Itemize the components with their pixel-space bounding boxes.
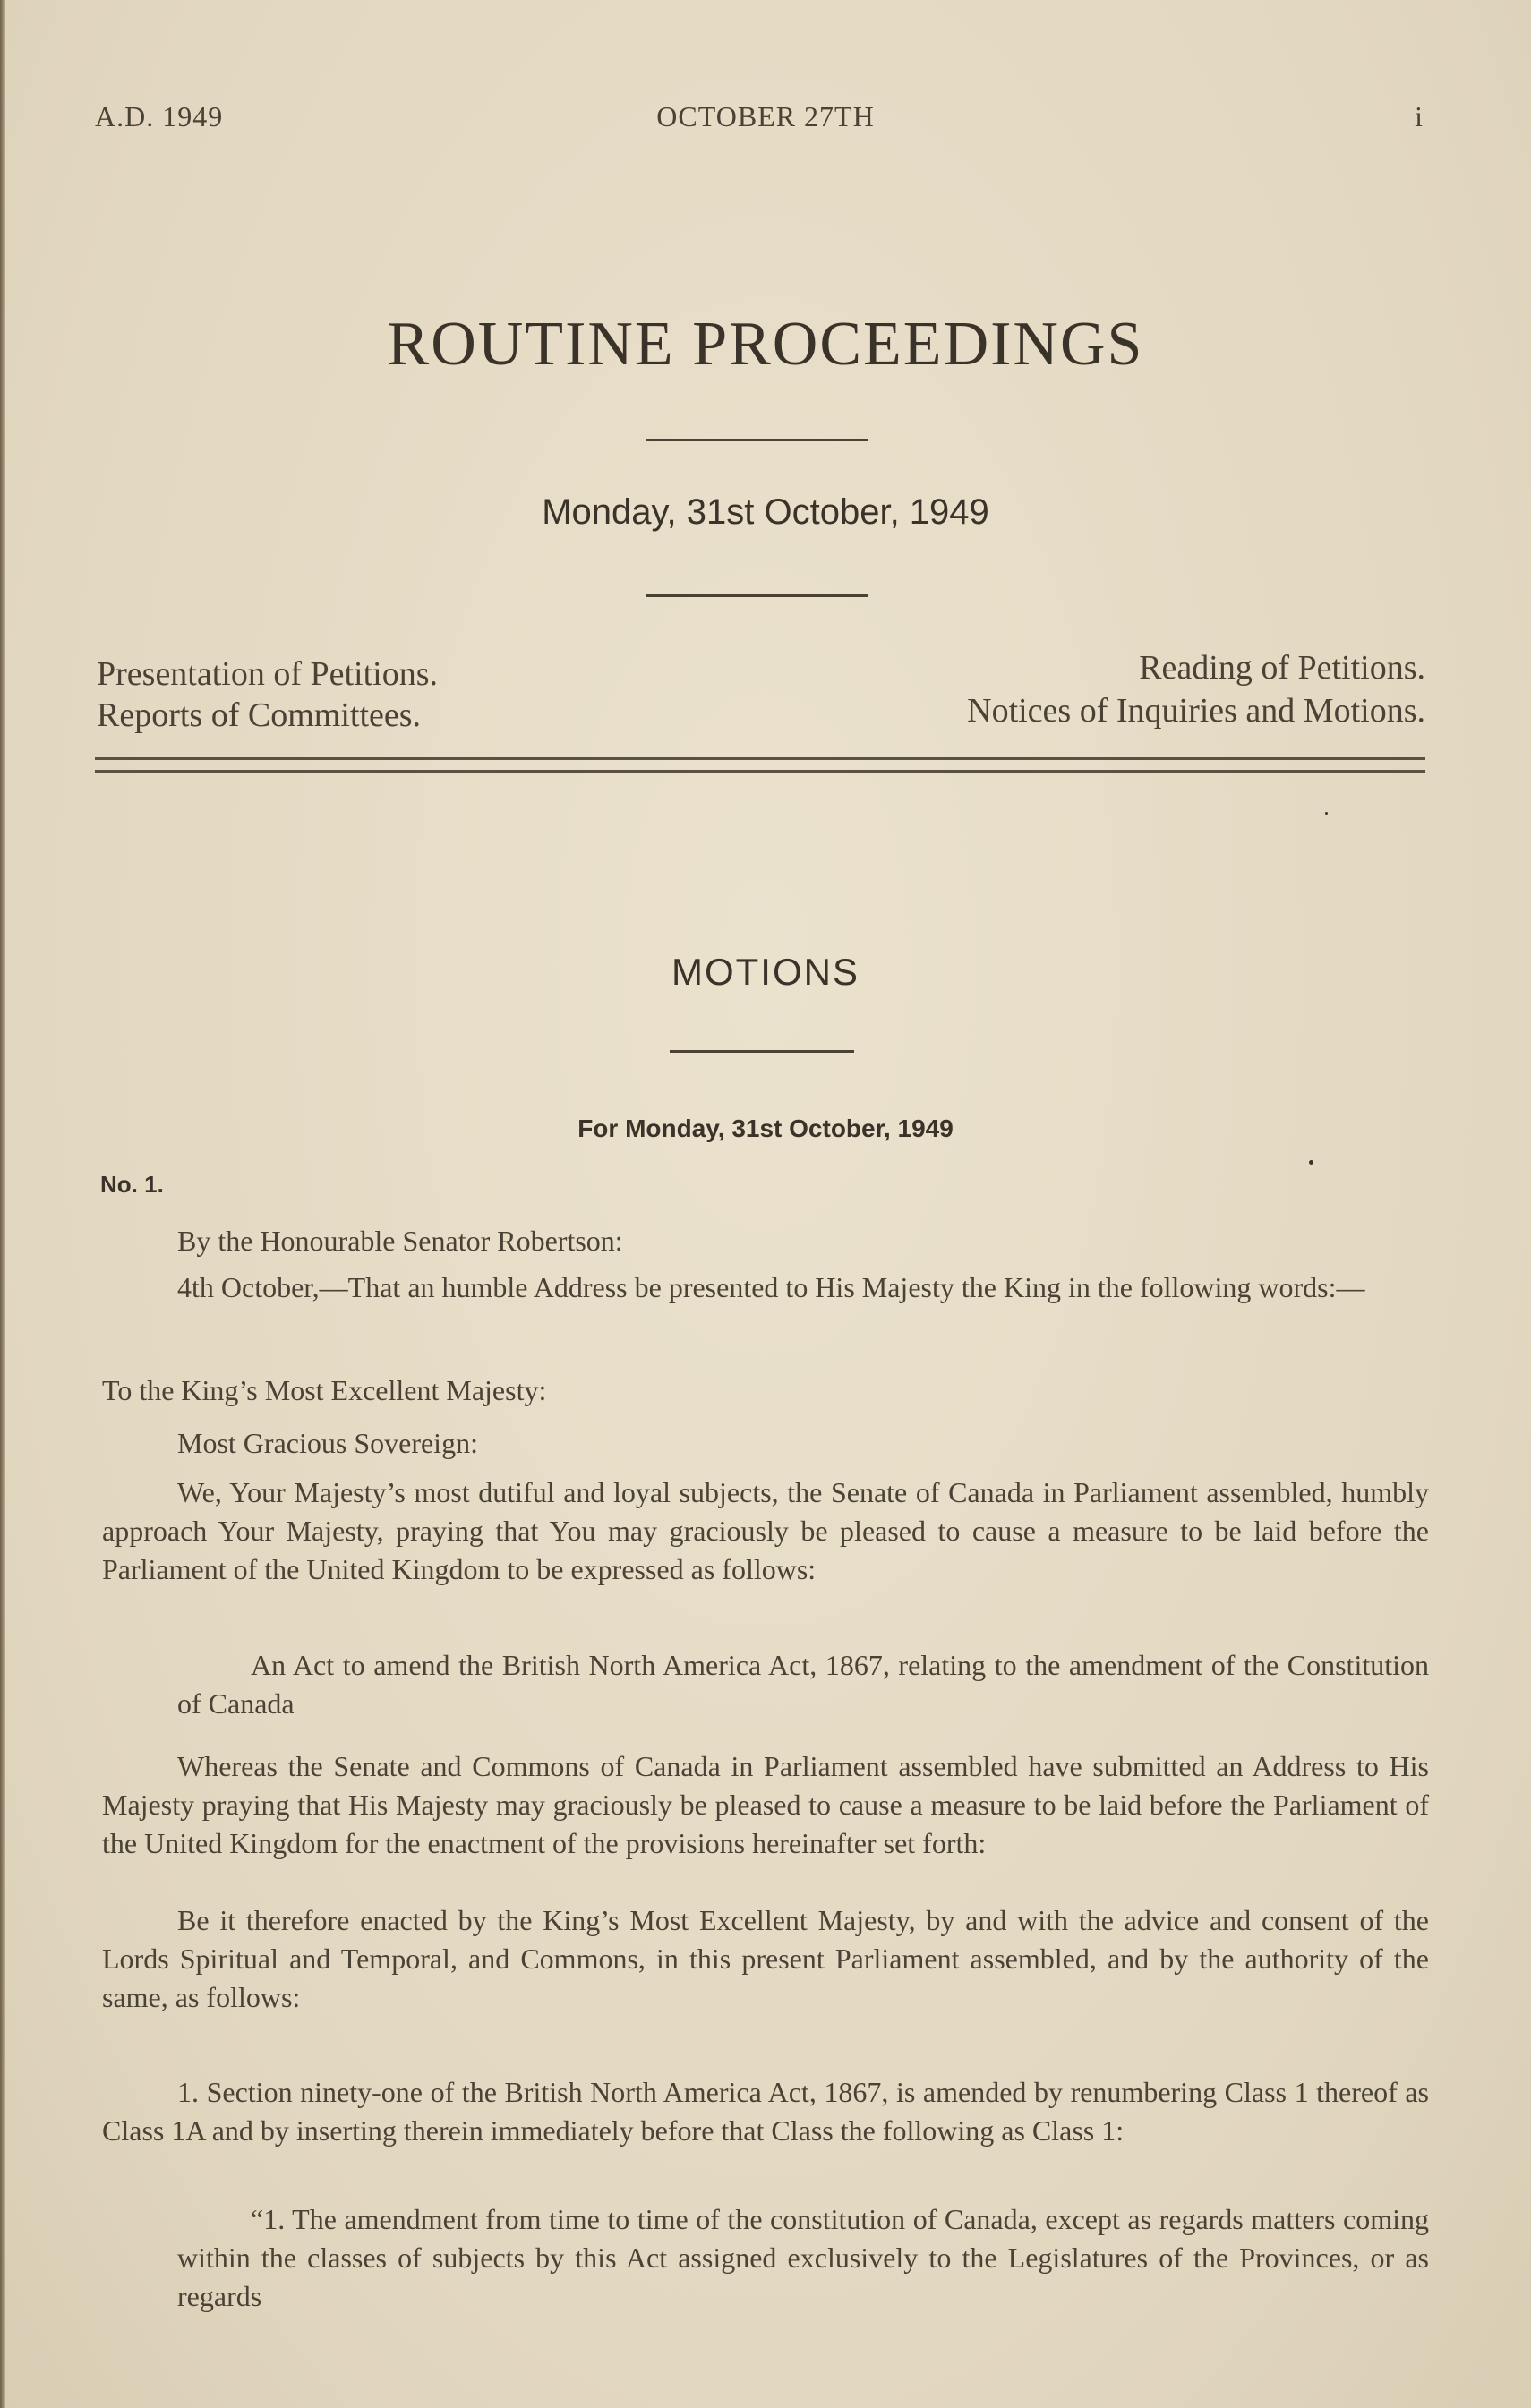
- paragraph-quote: [177, 2200, 1429, 2316]
- print-speck: [1309, 1160, 1313, 1165]
- motions-subheading: For Monday, 31st October, 1949: [577, 1114, 954, 1142]
- paragraph-address: [102, 1268, 1429, 1307]
- paragraph-by: By the Honourable Senator Robertson:: [177, 1225, 623, 1257]
- paragraph-whereas-text: Whereas the Senate and Commons of Canada in Parliament assembled have submitted an Address to His Majesty praying that His Majesty may graciously be pleased to cause a measure to be laid before the Parliament of the United Kingdom for the enactment of the provisions hereinafter set forth:: [102, 1750, 1429, 1859]
- order-item-reports: Reports of Committees.: [97, 696, 422, 734]
- paragraph-to-king: To the King’s Most Excellent Majesty:: [102, 1374, 547, 1406]
- order-item-presentation: Presentation of Petitions.: [97, 655, 439, 693]
- print-speck: [1325, 812, 1328, 815]
- paragraph-section-text: 1. Section ninety-one of the British North America Act, 1867, is amended by renumbering Class 1 thereof as Class 1A and by inserting therein immediately before that Class the following as Class 1:: [102, 2076, 1429, 2147]
- order-item-reading: Reading of Petitions.: [1139, 649, 1425, 687]
- order-item-notices: Notices of Inquiries and Motions.: [967, 692, 1425, 730]
- paragraph-we-text: We, Your Majesty’s most dutiful and loyal subjects, the Senate of Canada in Parliament assembled, humbly approach Your Majesty, praying that You may graciously be pleased to cause a measure to be laid before the Parliament of the United Kingdom to be expressed as follows:: [102, 1476, 1429, 1585]
- date-rule: [646, 594, 868, 597]
- paragraph-sovereign: Most Gracious Sovereign:: [177, 1427, 478, 1459]
- page-title: ROUTINE PROCEEDINGS: [387, 310, 1144, 379]
- paragraph-address-text: 4th October,—That an humble Address be presented to His Majesty the King in the following words:—: [177, 1271, 1365, 1303]
- paragraph-whereas: [102, 1747, 1429, 1863]
- running-header-date: OCTOBER 27TH: [656, 100, 875, 132]
- paragraph-we: [102, 1473, 1429, 1589]
- motions-rule: [670, 1050, 854, 1053]
- paragraph-quote-text: “1. The amendment from time to time of the constitution of Canada, except as regards matters coming within the classes of subjects by this Act assigned exclusively to the Legislatures of the Provinces, or as regards: [177, 2203, 1429, 2312]
- page-number: i: [1415, 100, 1424, 132]
- section-double-rule: [95, 757, 1425, 773]
- running-header-year: A.D. 1949: [95, 100, 224, 132]
- proceedings-date: Monday, 31st October, 1949: [542, 492, 989, 532]
- paragraph-enacted-text: Be it therefore enacted by the King’s Most Excellent Majesty, by and with the advice and consent of the Lords Spiritual and Temporal, and Commons, in this present Parliament assembled, and by the authority of the same, as follows:: [102, 1904, 1429, 2013]
- paragraph-enacted: [102, 1901, 1429, 2017]
- paragraph-section: [102, 2073, 1429, 2150]
- motions-heading: MOTIONS: [671, 951, 860, 993]
- paragraph-act-title-text: An Act to amend the British North America Act, 1867, relating to the amendment of the Constitution of Canada: [177, 1649, 1429, 1720]
- paragraph-act-title: [177, 1646, 1429, 1723]
- motion-number: No. 1.: [100, 1171, 164, 1198]
- title-rule: [646, 439, 868, 441]
